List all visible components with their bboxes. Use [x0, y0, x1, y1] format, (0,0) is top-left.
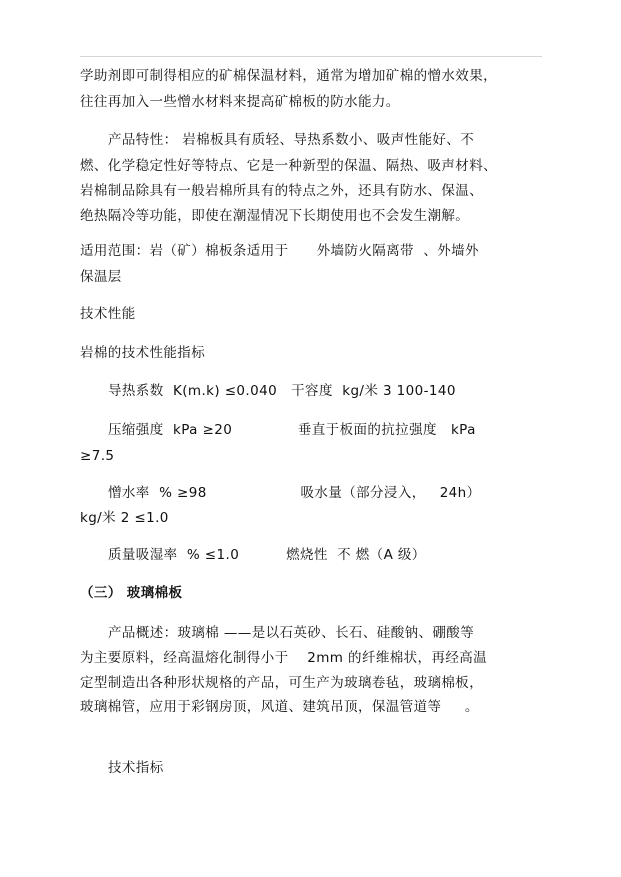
- paragraph-product-features: 产品特性： 岩棉板具有质轻、导热系数小、吸声性能好、不: [108, 132, 475, 148]
- spec-line-compressive-strength: 压缩强度 kPa ≥20 垂直于板面的抗拉强度 kPa: [108, 422, 476, 438]
- spec-line-tensile-value: ≥7.5: [80, 448, 115, 464]
- section-heading-glass-wool-board: （三） 玻璃棉板: [80, 585, 183, 601]
- spec-line-water-absorption-value: kg/米 2 ≤1.0: [80, 510, 169, 526]
- paragraph-product-overview: 产品概述：玻璃棉 ——是以石英砂、长石、硅酸钠、硼酸等: [108, 625, 475, 641]
- section-heading-technical-performance: 技术性能: [80, 306, 136, 322]
- text-line: 保温层: [80, 269, 122, 285]
- text-line: 绝热隔冷等功能，即使在潮湿情况下长期使用也不会发生潮解。: [80, 208, 470, 224]
- paragraph-application-scope: 适用范围：岩（矿）棉板条适用于 外墙防火隔离带 、外墙外: [80, 243, 479, 259]
- spec-line-moisture-absorption: 质量吸湿率 % ≤1.0 燃烧性 不 燃（A 级）: [108, 547, 426, 563]
- section-heading-technical-indicators: 技术指标: [108, 760, 164, 776]
- header-rule: [80, 56, 542, 57]
- text-line: 为主要原料，经高温熔化制得小于 2mm 的纤维棉状，再经高温: [80, 650, 488, 666]
- text-line: 燃、化学稳定性好等特点、它是一种新型的保温、隔热、吸声材料、: [80, 158, 497, 174]
- text-line: 玻璃棉管，应用于彩钢房顶，风道、建筑吊顶，保温管道等 。: [80, 699, 479, 715]
- text-line: 岩棉制品除具有一般岩棉所具有的特点之外，还具有防水、保温、: [80, 183, 484, 199]
- text-line: 学助剂即可制得相应的矿棉保温材料，通常为增加矿棉的憎水效果，: [80, 68, 497, 84]
- text-line: 往往再加入一些憎水材料来提高矿棉板的防水能力。: [80, 94, 400, 110]
- subheading-rockwool-indicators: 岩棉的技术性能指标: [80, 345, 206, 361]
- text-line: 定型制造出各种形状规格的产品，可生产为玻璃卷毡，玻璃棉板，: [80, 675, 484, 691]
- spec-line-thermal-conductivity: 导热系数 K(m.k) ≤0.040 干容度 kg/米 3 100-140: [108, 383, 456, 399]
- spec-line-hydrophobic-rate: 憎水率 % ≥98 吸水量（部分浸入， 24h）: [108, 485, 481, 501]
